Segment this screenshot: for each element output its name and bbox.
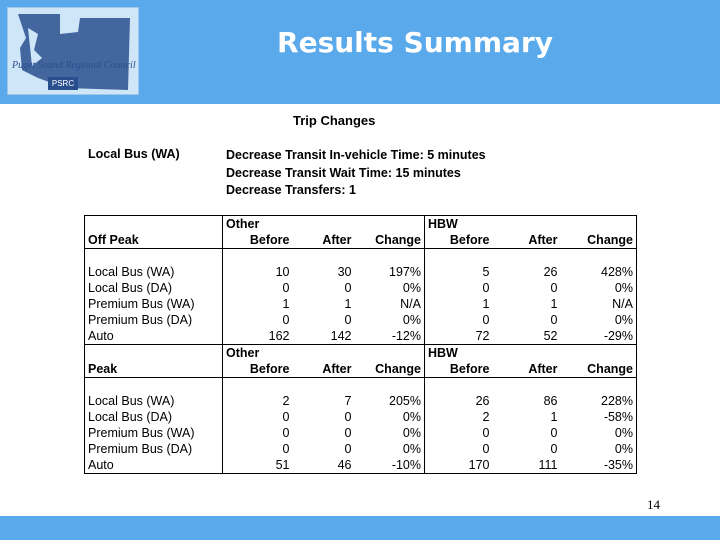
footer-bar bbox=[0, 516, 720, 540]
psrc-logo bbox=[7, 7, 139, 95]
value-cell: 2 bbox=[223, 393, 293, 409]
value-cell: 0 bbox=[223, 409, 293, 425]
table-row bbox=[85, 457, 637, 474]
mode-cell: Auto bbox=[85, 328, 223, 345]
col-after: After bbox=[293, 361, 355, 378]
value-cell: 0 bbox=[425, 280, 493, 296]
value-cell: 86 bbox=[543, 394, 558, 408]
value-cell: 0 bbox=[550, 313, 558, 327]
table-row bbox=[85, 441, 637, 457]
value-cell: 0 bbox=[223, 312, 293, 328]
value-cell: 0% bbox=[402, 426, 421, 440]
group-hbw-label: HBW bbox=[425, 345, 493, 362]
value-cell: 1 bbox=[425, 296, 493, 312]
group-hbw-label: HBW bbox=[425, 216, 493, 233]
section-title: Trip Changes bbox=[293, 113, 376, 128]
value-cell: 5 bbox=[425, 264, 493, 280]
table-row bbox=[85, 425, 637, 441]
value-cell: 10 bbox=[223, 264, 293, 280]
col-before: Before bbox=[223, 361, 293, 378]
value-cell: 0 bbox=[344, 426, 352, 440]
value-cell: -10% bbox=[355, 457, 425, 474]
mode-cell: Premium Bus (DA) bbox=[85, 312, 223, 328]
value-cell: 30 bbox=[337, 265, 352, 279]
logo-badge: PSRC bbox=[48, 77, 78, 90]
group-other-label: Other bbox=[223, 345, 293, 362]
table-row bbox=[85, 328, 637, 345]
value-cell: 0 bbox=[344, 410, 352, 424]
mode-cell: Local Bus (WA) bbox=[85, 393, 223, 409]
value-cell: 0 bbox=[550, 281, 558, 295]
table-row bbox=[85, 312, 637, 328]
value-cell: 1 bbox=[344, 297, 352, 311]
col-after: After bbox=[493, 232, 561, 249]
col-change: Change bbox=[355, 232, 425, 249]
col-before: Before bbox=[425, 361, 493, 378]
col-change: Change bbox=[561, 361, 637, 378]
value-cell: -58% bbox=[561, 409, 637, 425]
value-cell: 197% bbox=[389, 265, 421, 279]
value-cell: 2 bbox=[425, 409, 493, 425]
value-cell: 0 bbox=[223, 280, 293, 296]
value-cell: 72 bbox=[425, 328, 493, 345]
value-cell: 0 bbox=[550, 426, 558, 440]
value-cell: 0 bbox=[223, 425, 293, 441]
value-cell: 46 bbox=[293, 457, 355, 474]
mode-cell: Auto bbox=[85, 457, 223, 474]
table-column-header bbox=[85, 361, 637, 378]
scenario-label: Local Bus (WA) bbox=[88, 147, 180, 161]
page-number: 14 bbox=[647, 497, 660, 512]
value-cell: 0% bbox=[402, 442, 421, 456]
value-cell: 0% bbox=[561, 425, 637, 441]
value-cell: 0 bbox=[344, 313, 352, 327]
value-cell: 0 bbox=[425, 425, 493, 441]
value-cell: 1 bbox=[223, 296, 293, 312]
change-item: Decrease Transit Wait Time: 15 minutes bbox=[226, 165, 461, 180]
value-cell: 228% bbox=[561, 393, 637, 409]
value-cell: 1 bbox=[550, 410, 558, 424]
value-cell: 0 bbox=[223, 441, 293, 457]
table-row bbox=[85, 264, 637, 280]
table-row bbox=[85, 280, 637, 296]
value-cell: 0 bbox=[344, 442, 352, 456]
value-cell: 0% bbox=[402, 313, 421, 327]
value-cell: 205% bbox=[389, 394, 421, 408]
value-cell: -35% bbox=[561, 457, 637, 474]
page-title: Results Summary bbox=[277, 26, 553, 59]
value-cell: 0 bbox=[425, 312, 493, 328]
value-cell: 0% bbox=[561, 280, 637, 296]
col-change: Change bbox=[561, 232, 637, 249]
value-cell: N/A bbox=[561, 296, 637, 312]
section-label: Off Peak bbox=[85, 232, 223, 249]
change-item: Decrease Transfers: 1 bbox=[226, 183, 356, 197]
value-cell: 111 bbox=[493, 457, 561, 474]
col-after: After bbox=[293, 232, 355, 249]
col-before: Before bbox=[425, 232, 493, 249]
value-cell: N/A bbox=[400, 297, 421, 311]
logo-text: Puget Sound Regional Council bbox=[12, 60, 136, 71]
value-cell: 0% bbox=[561, 312, 637, 328]
mode-cell: Local Bus (DA) bbox=[85, 280, 223, 296]
value-cell: 26 bbox=[425, 393, 493, 409]
value-cell: 0 bbox=[550, 442, 558, 456]
table-row bbox=[85, 296, 637, 312]
value-cell: 428% bbox=[561, 264, 637, 280]
value-cell: 7 bbox=[344, 394, 352, 408]
col-before: Before bbox=[223, 232, 293, 249]
section-label: Peak bbox=[85, 361, 223, 378]
trip-changes-table bbox=[84, 215, 637, 474]
table-column-header bbox=[85, 232, 637, 249]
table-group-header bbox=[85, 216, 637, 233]
group-other-label: Other bbox=[223, 216, 293, 233]
value-cell: 0 bbox=[425, 441, 493, 457]
mode-cell: Premium Bus (WA) bbox=[85, 425, 223, 441]
value-cell: 52 bbox=[543, 329, 558, 343]
change-item: Decrease Transit In-vehicle Time: 5 minutes bbox=[226, 148, 486, 162]
mode-cell: Premium Bus (WA) bbox=[85, 296, 223, 312]
table-row bbox=[85, 393, 637, 409]
value-cell: 51 bbox=[223, 457, 293, 474]
col-change: Change bbox=[355, 361, 425, 378]
header-bar bbox=[0, 0, 720, 104]
value-cell: -29% bbox=[561, 328, 637, 345]
value-cell: 142 bbox=[330, 329, 352, 343]
table-row bbox=[85, 409, 637, 425]
mode-cell: Local Bus (WA) bbox=[85, 264, 223, 280]
value-cell: -12% bbox=[391, 329, 421, 343]
col-after: After bbox=[493, 361, 561, 378]
value-cell: 0 bbox=[344, 281, 352, 295]
mode-cell: Local Bus (DA) bbox=[85, 409, 223, 425]
change-list bbox=[226, 147, 486, 200]
value-cell: 0% bbox=[402, 410, 421, 424]
value-cell: 26 bbox=[543, 265, 558, 279]
value-cell: 170 bbox=[425, 457, 493, 474]
value-cell: 1 bbox=[550, 297, 558, 311]
value-cell: 0% bbox=[402, 281, 421, 295]
mode-cell: Premium Bus (DA) bbox=[85, 441, 223, 457]
table-group-header bbox=[85, 345, 637, 362]
value-cell: 0% bbox=[561, 441, 637, 457]
value-cell: 162 bbox=[223, 328, 293, 345]
